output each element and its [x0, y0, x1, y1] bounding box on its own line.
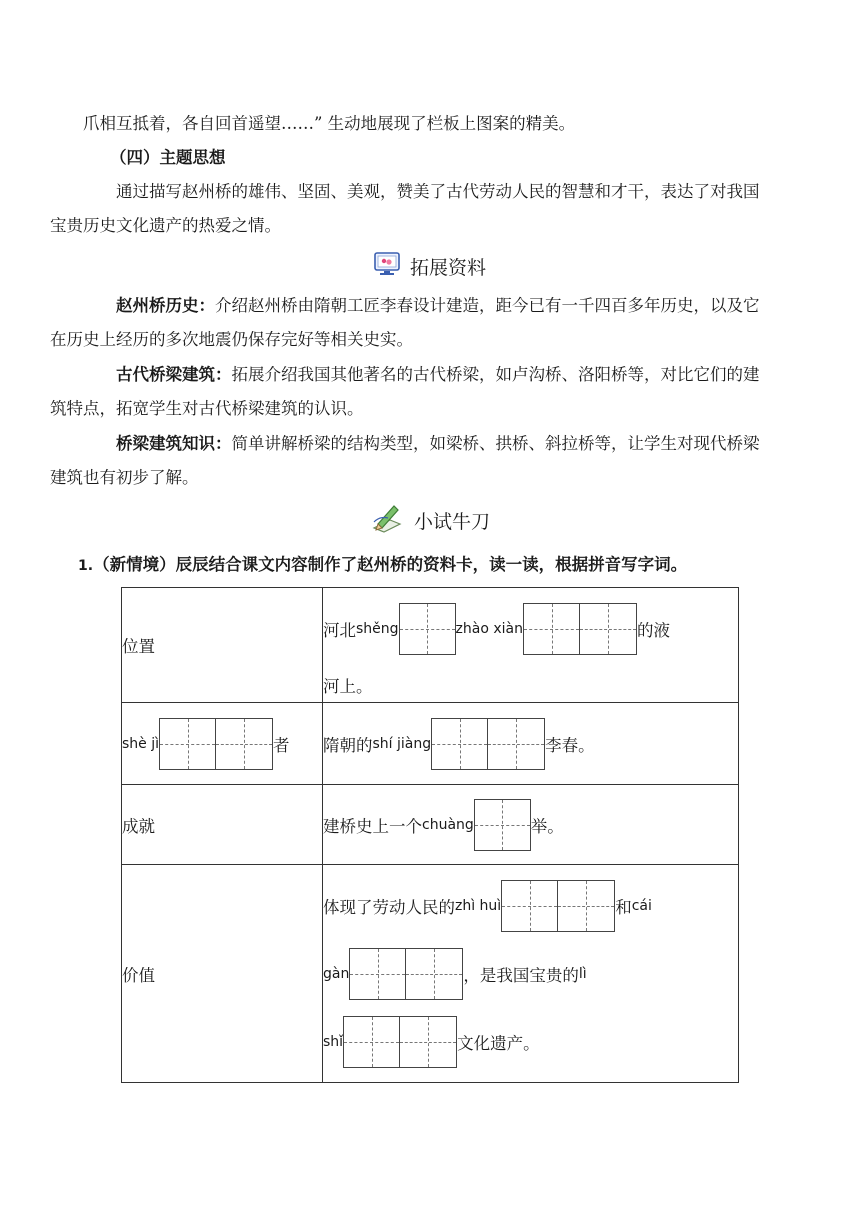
- question-1: 1.（新情境）辰辰结合课文内容制作了赵州桥的资料卡，读一读，根据拼音写字词。: [78, 555, 688, 574]
- extension-title: 拓展资料: [409, 257, 486, 279]
- writing-grid[interactable]: [343, 1016, 457, 1068]
- writing-grid[interactable]: [431, 718, 545, 770]
- extension-item: 赵州桥历史：介绍赵州桥由隋朝工匠李春设计建造，距今已有一千四百多年历史，以及它 在历史上经历的多次地震仍保存完好等相关史实。: [50, 296, 760, 349]
- info-card-table: [121, 587, 739, 1083]
- monitor-icon: [374, 252, 400, 281]
- pencil-notebook-icon: [370, 502, 404, 539]
- extension-item: 桥梁建筑知识：简单讲解桥梁的结构类型，如梁桥、拱桥、斜拉桥等，让学生对现代桥梁 建筑也有初步了解。: [50, 434, 760, 487]
- writing-grid[interactable]: [399, 603, 456, 655]
- row-content: 河北 shěng zhào xiàn 的液 河上。: [323, 588, 739, 703]
- row-label: shè jì 者: [122, 703, 323, 785]
- section-heading: （四）主题思想: [110, 148, 226, 167]
- row-label: 价值: [122, 865, 323, 1083]
- table-row: [122, 785, 739, 865]
- writing-grid[interactable]: [501, 880, 615, 932]
- text-line: 爪相互抵着，各自回首遥望……” 生动地展现了栏板上图案的精美。: [83, 114, 576, 133]
- writing-grid[interactable]: [474, 799, 531, 851]
- row-content: 隋朝的 shí jiàng 李春。: [323, 703, 739, 785]
- row-content: 建桥史上一个 chuàng 举。: [323, 785, 739, 865]
- writing-grid[interactable]: [523, 603, 637, 655]
- theme-text: 通过描写赵州桥的雄伟、坚固、美观，赞美了古代劳动人民的智慧和才干，表达了对我国 宝贵历史文化遗产的热爱之情。: [50, 182, 760, 235]
- row-content: 体现了劳动人民的 zhì huì 和 cái gàn ，是我国宝贵的 lì shǐ 文化遗产。: [323, 865, 739, 1083]
- writing-grid[interactable]: [349, 948, 463, 1000]
- extension-item: 古代桥梁建筑：拓展介绍我国其他著名的古代桥梁，如卢沟桥、洛阳桥等，对比它们的建 筑特点，拓宽学生对古代桥梁建筑的认识。: [50, 365, 760, 418]
- row-label: 成就: [122, 785, 323, 865]
- extension-heading: [0, 252, 860, 281]
- table-row: [122, 865, 739, 1083]
- practice-heading: [0, 502, 860, 539]
- writing-grid[interactable]: [159, 718, 273, 770]
- table-row: [122, 703, 739, 785]
- row-label: 位置: [122, 588, 323, 703]
- table-row: [122, 588, 739, 703]
- practice-title: 小试牛刀: [413, 511, 490, 533]
